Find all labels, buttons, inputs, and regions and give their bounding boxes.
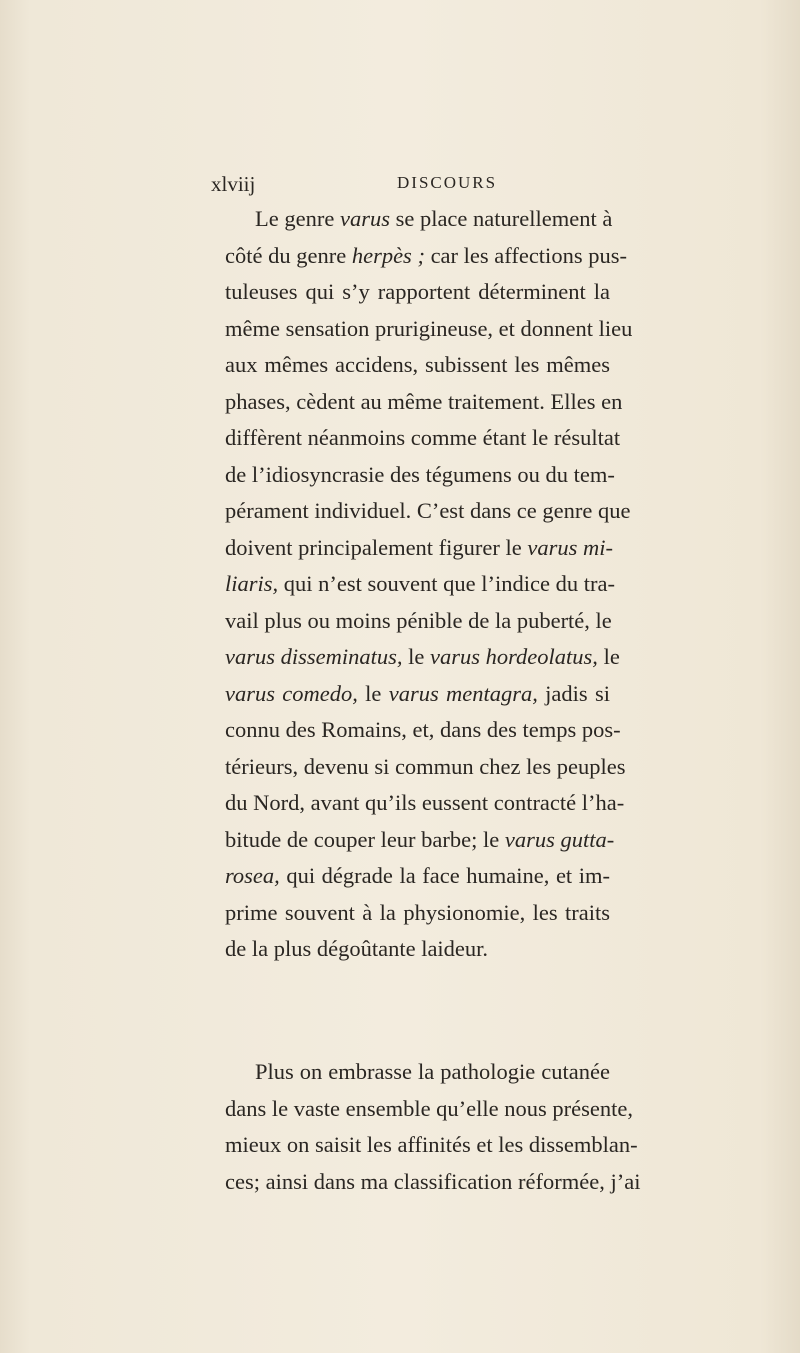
text-run: le <box>597 644 620 669</box>
text-run: de l’idiosyncrasie des tégumens ou du tem- <box>225 461 615 487</box>
italic-term: varus disseminatus, <box>225 644 403 669</box>
text-line <box>225 895 610 932</box>
text-line <box>225 457 615 494</box>
running-head <box>211 172 531 200</box>
text-run: mieux on saisit les affinités et les dissemblan- <box>225 1132 638 1157</box>
text-line <box>225 201 613 238</box>
text-run: connu des Romains, et, dans des temps pos- <box>225 717 621 742</box>
text-line <box>225 1164 641 1201</box>
text-run: côté du genre <box>225 242 352 268</box>
text-run: térieurs, devenu si commun chez les peuples <box>225 753 626 779</box>
italic-term: liaris, <box>225 571 279 596</box>
text-line <box>225 530 614 567</box>
text-run: prime souvent à la physionomie, les traits <box>225 899 610 925</box>
text-line <box>225 785 625 822</box>
text-run: pérament individuel. C’est dans ce genre que <box>225 498 631 523</box>
text-run: le <box>402 644 431 669</box>
italic-term: varus comedo, <box>225 680 358 706</box>
text-run: aux mêmes accidens, subissent les mêmes <box>225 352 610 377</box>
text-line <box>225 384 623 421</box>
text-run: le <box>357 680 389 706</box>
text-run: ces; ainsi dans ma classification réformée, j’ai <box>225 1168 641 1194</box>
text-run: Le genre <box>255 206 340 231</box>
text-line <box>225 931 610 968</box>
text-line <box>225 639 620 676</box>
text-line <box>225 603 610 640</box>
text-line <box>225 311 633 348</box>
text-run: même sensation prurigineuse, et donnent lieu <box>225 315 633 341</box>
italic-term: herpès ; <box>351 242 425 268</box>
text-line <box>225 493 631 530</box>
text-line <box>225 822 615 859</box>
italic-term: varus gutta- <box>504 826 615 852</box>
text-line <box>225 420 621 457</box>
text-line <box>225 238 627 275</box>
paragraph-1 <box>225 201 633 968</box>
text-line <box>225 347 610 384</box>
text-run: du Nord, avant qu’ils eussent contracté l’ha- <box>225 790 625 815</box>
text-run: vail plus ou moins pénible de la puberté, le <box>225 607 612 633</box>
text-line <box>225 712 621 749</box>
text-run: de la plus dégoûtante laideur. <box>225 936 489 961</box>
text-line <box>225 1054 610 1091</box>
text-run: se place naturellement à <box>389 206 613 231</box>
text-run: car les affections pus- <box>424 242 627 268</box>
italic-term: varus hordeolatus, <box>430 644 598 669</box>
text-line <box>225 1127 638 1164</box>
running-title: DISCOURS <box>397 173 498 192</box>
italic-term: varus <box>339 206 390 231</box>
text-run: Plus on embrasse la pathologie cutanée <box>255 1059 610 1084</box>
text-run: qui n’est souvent que l’indice du tra- <box>278 571 615 596</box>
page-number: xlviij <box>211 172 256 196</box>
italic-term: varus mentagra, <box>388 680 538 706</box>
text-line <box>225 1091 633 1128</box>
text-run: jadis si <box>537 680 610 706</box>
text-line <box>225 858 610 895</box>
text-line <box>225 676 610 713</box>
text-run: dans le vaste ensemble qu’elle nous présente, <box>225 1095 633 1121</box>
text-line <box>225 274 610 311</box>
italic-term: rosea, <box>225 863 280 888</box>
text-run: phases, cèdent au même traitement. Elles en <box>225 388 623 414</box>
text-run: qui dégrade la face humaine, et im- <box>279 863 610 888</box>
text-run: diffèrent néanmoins comme étant le résultat <box>225 425 621 450</box>
text-line <box>225 566 615 603</box>
italic-term: varus mi- <box>527 534 614 560</box>
text-line <box>225 749 626 786</box>
text-run: tuleuses qui s’y rapportent déterminent la <box>225 279 610 304</box>
paragraph-2 <box>225 1054 641 1200</box>
text-run: bitude de couper leur barbe; le <box>225 826 505 852</box>
text-run: doivent principalement figurer le <box>225 534 528 560</box>
